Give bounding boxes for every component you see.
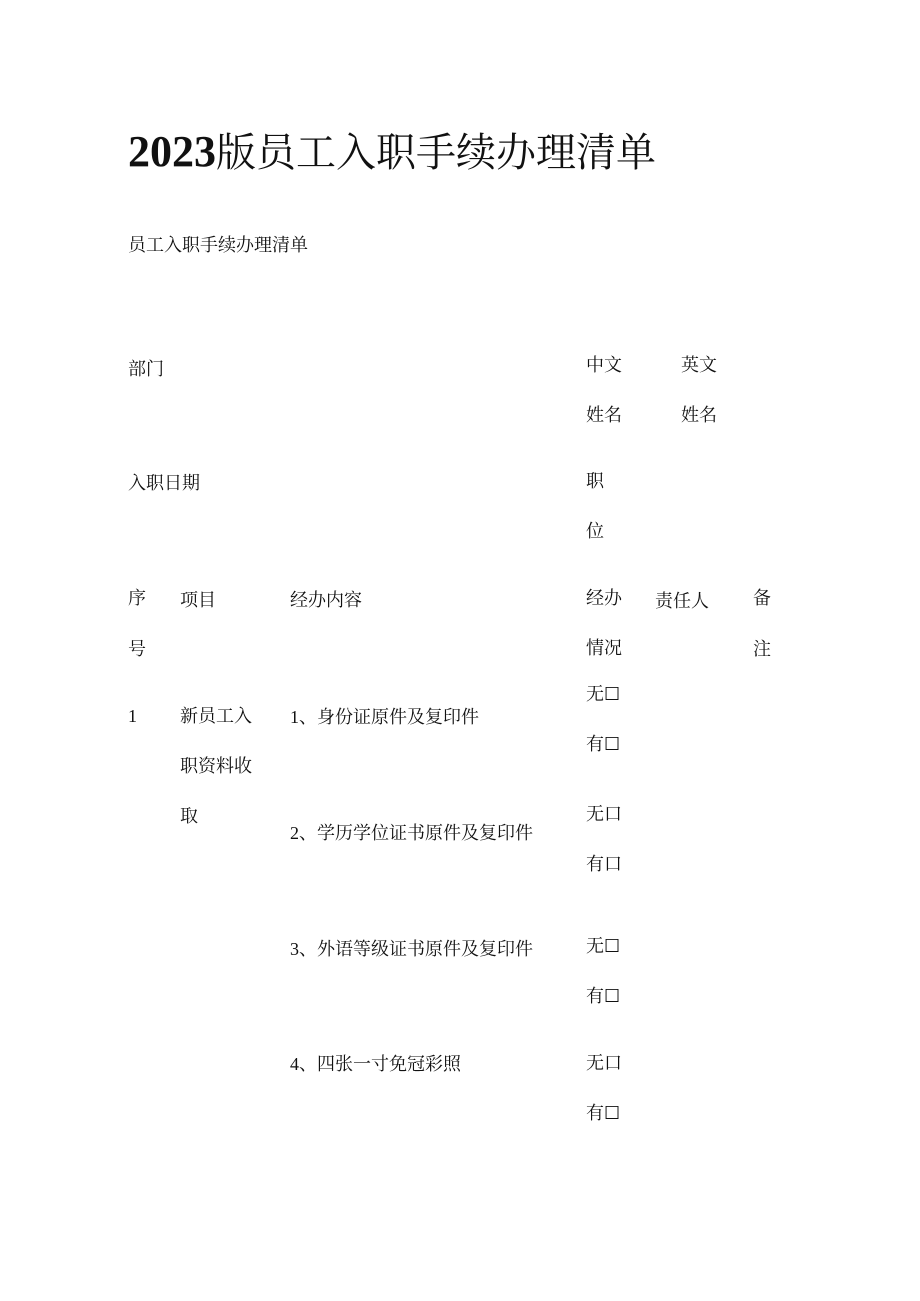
header-note-line1: 备: [753, 588, 771, 609]
department-label: 部门: [128, 359, 164, 380]
entry-1-option-have[interactable]: 有☐: [586, 734, 621, 755]
entry-4-option-none[interactable]: 无口: [586, 1053, 622, 1074]
header-seq-line1: 序: [128, 588, 146, 609]
row1-seq: 1: [128, 706, 137, 726]
header-content: 经办内容: [290, 590, 362, 611]
chinese-name-label-line2: 姓名: [586, 405, 622, 426]
subtitle: 员工入职手续办理清单: [128, 235, 308, 256]
entry-3-option-none[interactable]: 无☐: [586, 936, 621, 957]
entry-3-option-have[interactable]: 有☐: [586, 986, 621, 1007]
entry-4-option-have[interactable]: 有☐: [586, 1103, 621, 1124]
hire-date-label: 入职日期: [128, 473, 200, 494]
row1-item-line1: 新员工入: [180, 706, 252, 727]
entry-1-text: 1、身份证原件及复印件: [290, 707, 479, 728]
position-label-line2: 位: [586, 521, 604, 542]
header-item: 项目: [180, 590, 216, 611]
entry-2-text: 2、学历学位证书原件及复印件: [290, 823, 533, 844]
header-note-line2: 注: [753, 639, 771, 660]
row1-item-line3: 取: [180, 806, 198, 827]
row1-item-line2: 职资料收: [180, 756, 252, 777]
english-name-label-line1: 英文: [681, 355, 717, 376]
entry-1-option-none[interactable]: 无☐: [586, 684, 621, 705]
title-year: 2023: [128, 127, 216, 176]
entry-4-text: 4、四张一寸免冠彩照: [290, 1054, 461, 1075]
position-label-line1: 职: [586, 471, 604, 492]
chinese-name-label-line1: 中文: [586, 355, 622, 376]
header-status-line1: 经办: [586, 588, 622, 609]
entry-2-option-have[interactable]: 有口: [586, 854, 622, 875]
english-name-label-line2: 姓名: [681, 405, 717, 426]
page-title: [128, 126, 656, 179]
entry-2-option-none[interactable]: 无口: [586, 804, 622, 825]
header-owner: 责任人: [655, 591, 709, 612]
header-status-line2: 情况: [586, 638, 622, 659]
entry-3-text: 3、外语等级证书原件及复印件: [290, 939, 533, 960]
title-text: 版员工入职手续办理清单: [216, 130, 656, 176]
header-seq-line2: 号: [128, 639, 146, 660]
